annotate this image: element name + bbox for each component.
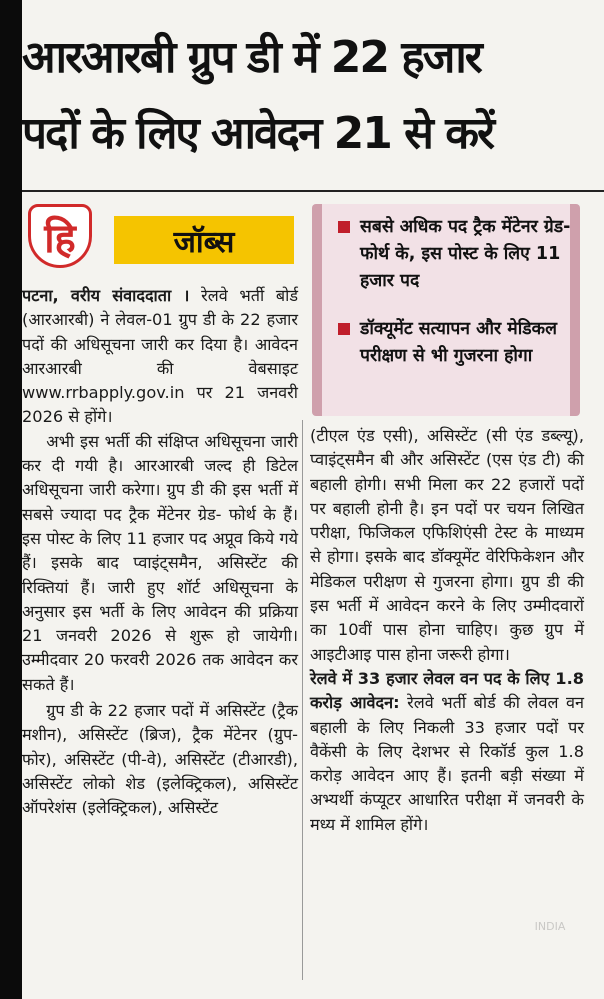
headline-rule xyxy=(22,190,604,192)
right-column xyxy=(310,424,584,837)
column-divider xyxy=(302,420,303,980)
paragraph-text: रेलवे भर्ती बोर्ड (आरआरबी) ने लेवल-01 ग्रुप डी के 22 हजार पदों की अधिसूचना जारी कर दिया है। आवेदन आरआरबी की वेबसाइट www.rrbapply.gov.in पर 21 जनवरी 2026 से होंगे। xyxy=(22,286,298,427)
section-label: जॉब्स xyxy=(114,216,294,264)
headline-line-2: पदों के लिए आवेदन 21 से करें xyxy=(22,108,493,159)
square-bullet-icon xyxy=(338,323,350,335)
highlight-text: सबसे अधिक पद ट्रैक मेंटेनर ग्रेड-फोर्थ के, इस पोस्ट के लिए 11 हजार पद xyxy=(360,217,571,291)
article-paragraph: ग्रुप डी के 22 हजार पदों में असिस्टेंट (ट्रैक मशीन), असिस्टेंट (ब्रिज), ट्रैक मेंटेनर (ग्रुप-फोर), असिस्टेंट (पी-वे), असिस्टेंट (टीआरडी), असिस्टेंट लोको शेड (इलेक्ट्रिकल), असिस्टेंट ऑपरेशंस (इलेक्ट्रिकल), असिस्टेंट xyxy=(22,701,298,818)
article-paragraph xyxy=(310,667,584,837)
article-paragraph xyxy=(22,284,298,430)
highlight-item xyxy=(338,316,574,370)
left-column xyxy=(22,284,298,821)
square-bullet-icon xyxy=(338,221,350,233)
highlights-box xyxy=(312,204,580,416)
paragraph-text: रेलवे भर्ती बोर्ड की लेवल वन बहाली के लिए निकली 33 हजार पदों पर वैकेंसी के लिए देशभर से रिकॉर्ड कुल 1.8 करोड़ आवेदन आए हैं। इतनी बड़ी संख्या में अभ्यर्थी कंप्यूटर आधारित परीक्षा में जनवरी के मध्य में शामिल होंगे। xyxy=(310,693,585,834)
headline-line-1: आरआरबी ग्रुप डी में 22 हजार xyxy=(22,32,481,83)
watermark: INDIA xyxy=(534,920,566,933)
highlight-item xyxy=(338,214,574,295)
article-paragraph: (टीएल एंड एसी), असिस्टेंट (सी एंड डब्ल्यू), प्वाइंट्समैन बी और असिस्टेंट (एस एंड टी) की बहाली होगी। सभी मिला कर 22 हजारों पदों पर बहाली होनी है। इन पदों पर चयन लिखित परीक्षा, फिजिकल एफिशिएंसी टेस्ट के माध्यम से होगा। इसके बाद डॉक्यूमेंट वेरिफिकेशन और मेडिकल परीक्षण से गुजरना होगा। ग्रुप डी की इस भर्ती में आवेदन करने के लिए उम्मीदवारों का 10वीं पास होना चाहिए। कुछ ग्रुप में आइटीआइ पास होना जरूरी होगा। xyxy=(310,426,584,664)
section-banner xyxy=(22,202,294,272)
hindustan-logo-icon: हि xyxy=(28,204,92,268)
article-paragraph: अभी इस भर्ती की संक्षिप्त अधिसूचना जारी कर दी गयी है। आरआरबी जल्द ही डिटेल अधिसूचना जारी करेगा। ग्रुप डी की इस भर्ती में सबसे ज्यादा पद ट्रैक मेंटेनर ग्रेड- फोर्थ के हैं। इस पोस्ट के लिए 11 हजार पद अप्रूव किये गये हैं। इसके बाद प्वाइंट्समैन, असिस्टेंट की रिक्तियां हैं। जारी हुए शॉर्ट अधिसूचना के अनुसार इस भर्ती के लिए आवेदन की प्रक्रिया 21 जनवरी 2026 से शुरू हो जायेगी। उम्मीदवार 20 फरवरी 2026 तक आवेदन कर सकते हैं। xyxy=(22,431,298,694)
subheading: रेलवे में 33 हजार लेवल वन पद के लिए 1.8 करोड़ आवेदन: xyxy=(310,668,584,713)
highlight-text: डॉक्यूमेंट सत्यापन और मेडिकल परीक्षण से भी गुजरना होगा xyxy=(360,319,557,366)
dateline: पटना, वरीय संवाददाता । xyxy=(22,286,190,305)
